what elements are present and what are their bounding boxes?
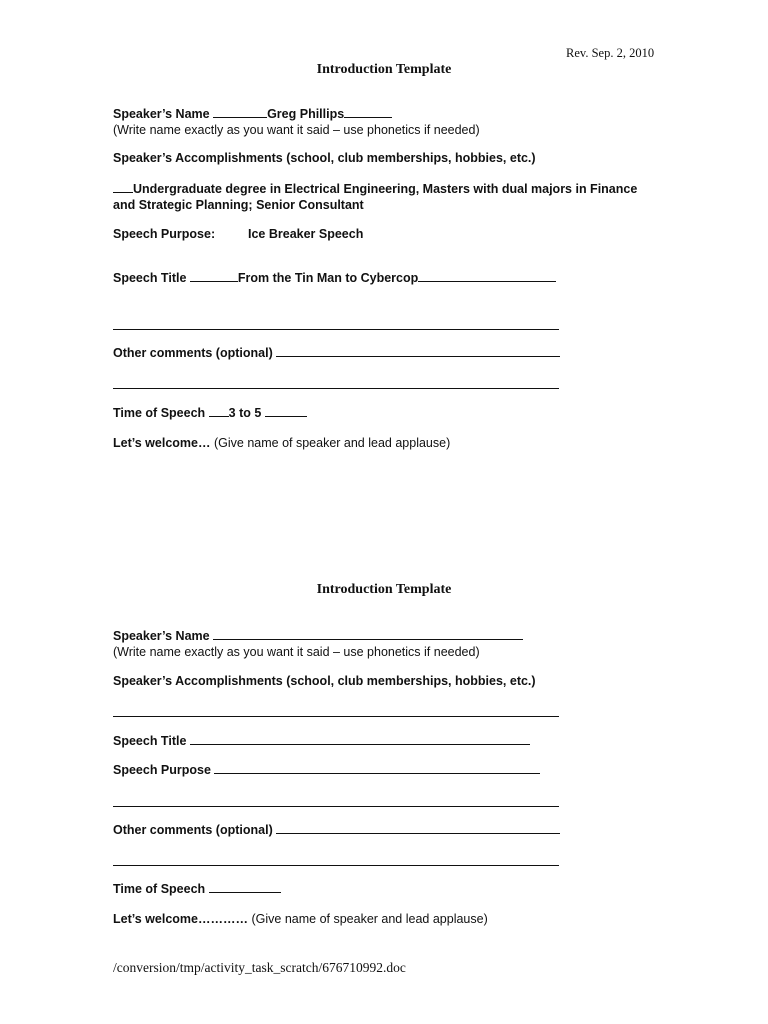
form1-blank [418,270,556,282]
form1-blank [209,405,229,417]
form1-blank [113,181,133,193]
form1-accomplishments-text: Undergraduate degree in Electrical Engineering, Masters with dual majors in Finance [133,182,638,196]
form1-blank [113,318,559,330]
form1-time-label: Time of Speech [113,406,206,420]
form1-blank [276,345,560,357]
form1-purpose-value: Ice Breaker Speech [248,227,364,241]
form1-comments-label: Other comments (optional) [113,346,273,360]
form2-blank [113,795,559,807]
form2-purpose-label: Speech Purpose [113,763,211,777]
form1-comments-row [113,345,560,361]
form1-blank [113,377,559,389]
form1-blank-line-2 [113,377,559,393]
footer-file-path: /conversion/tmp/activity_task_scratch/676710992.doc [113,960,406,975]
form2-blank [214,762,540,774]
form2-blank [113,854,559,866]
form1-speaker-name-value: Greg Phillips [267,107,345,121]
form1-title: Introduction Template [316,62,452,77]
form1-speaker-name-note: (Write name exactly as you want it said – use phonetics if needed) [113,123,480,137]
form2-blank [113,705,559,717]
form2-title-label: Speech Title [113,734,187,748]
form1-welcome-label: Let’s welcome… [113,436,211,450]
form2-welcome-row [113,911,488,927]
form2-blank [190,733,530,745]
form2-time-label: Time of Speech [113,882,206,896]
form1-blank [190,270,238,282]
form2-blank [213,628,523,640]
form2-accomplishments-label: Speaker’s Accomplishments (school, club memberships, hobbies, etc.) [113,674,536,688]
form1-accomplishments-line1 [113,181,637,197]
form1-blank [344,106,392,118]
revision-date: Rev. Sep. 2, 2010 [566,46,655,60]
form1-time-value: 3 to 5 [228,406,262,420]
form2-speaker-name-note: (Write name exactly as you want it said – use phonetics if needed) [113,645,480,659]
form2-comments-row [113,822,560,838]
form2-welcome-note: (Give name of speaker and lead applause) [251,912,488,926]
form1-speaker-name-label: Speaker’s Name [113,107,210,121]
form2-title-row [113,733,530,749]
form2-comments-label: Other comments (optional) [113,823,273,837]
form1-welcome-note: (Give name of speaker and lead applause) [213,436,451,450]
form1-purpose-label: Speech Purpose: [113,227,216,241]
form1-accomplishments-line2: and Strategic Planning; Senior Consultant [113,198,364,212]
form2-time-row [113,881,281,897]
form2-blank-line-2 [113,795,559,811]
form1-title-label: Speech Title [113,271,187,285]
form1-blank-line-1 [113,318,559,334]
form1-title-value: From the Tin Man to Cybercop [237,271,419,285]
form1-title-row [113,270,556,286]
form2-blank-line-3 [113,854,559,870]
form1-welcome-row [113,435,450,451]
form2-blank-line-1 [113,705,559,721]
form1-purpose-row [113,226,363,242]
form1-blank [213,106,267,118]
form1-time-row [113,405,307,421]
form2-speaker-name-label: Speaker’s Name [113,629,210,643]
form2-title: Introduction Template [316,582,452,597]
form1-blank [265,405,307,417]
form2-purpose-row [113,762,540,778]
form1-accomplishments-label: Speaker’s Accomplishments (school, club memberships, hobbies, etc.) [113,151,536,165]
form2-welcome-label: Let’s welcome………… [113,912,248,926]
form2-speaker-name-row [113,628,523,644]
form1-speaker-name-row [113,106,392,122]
form2-blank [276,822,560,834]
form2-blank [209,881,281,893]
